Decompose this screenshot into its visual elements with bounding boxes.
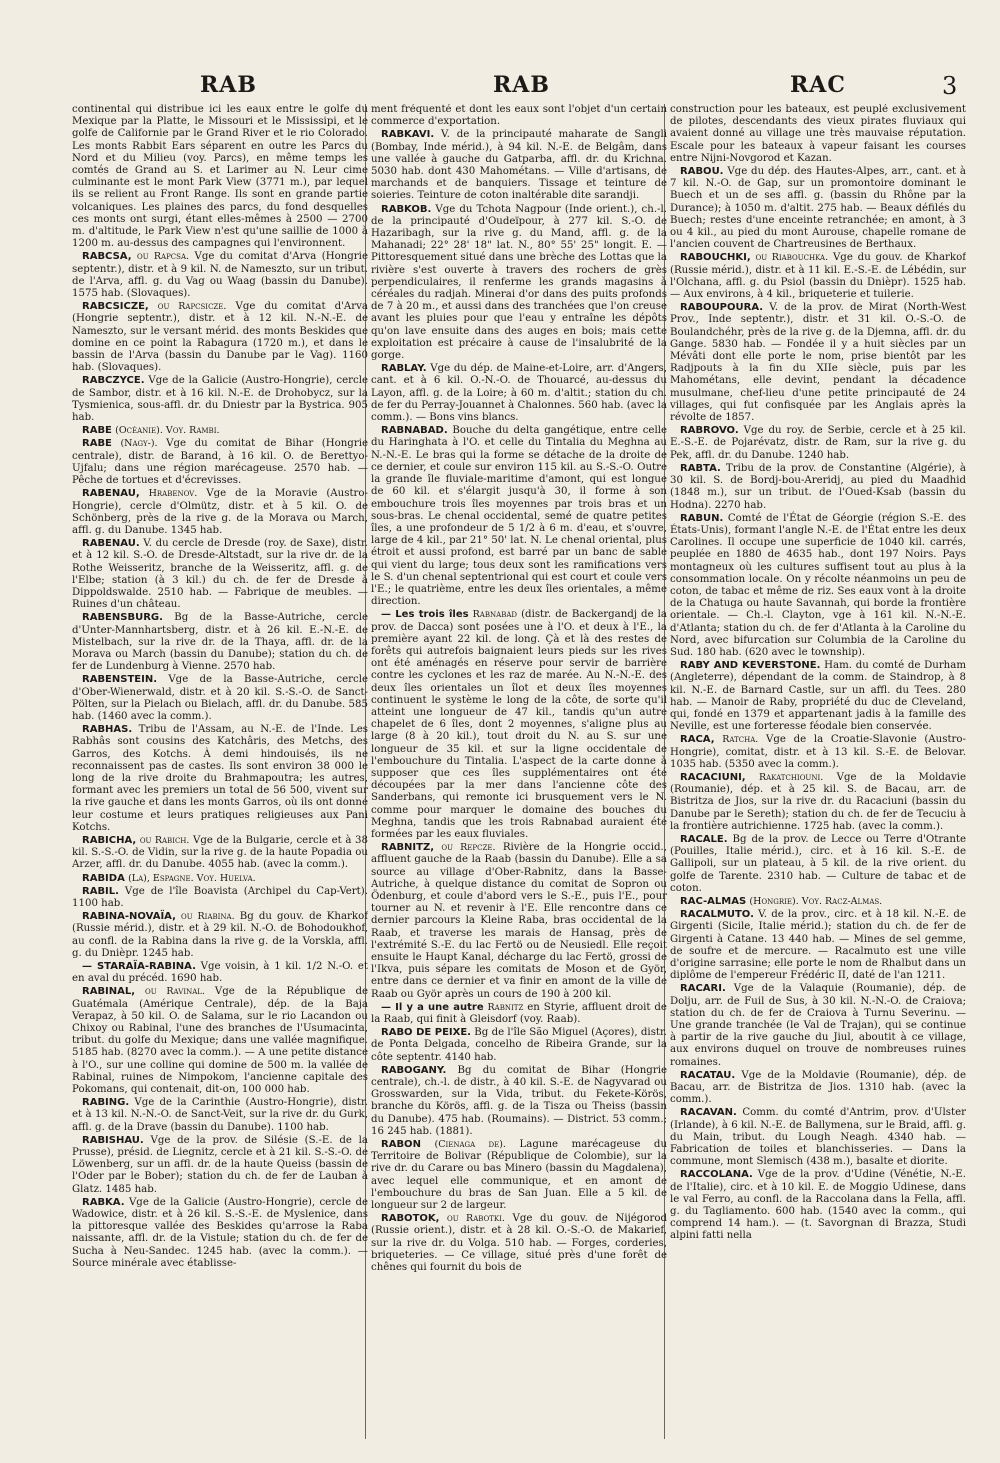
entry-variant: Ratcha.: [722, 734, 759, 746]
entry-variant: Rabnitz: [487, 1001, 524, 1013]
entry-headword: RABON: [381, 1139, 421, 1151]
dictionary-entry: [670, 834, 966, 895]
dictionary-entry: [72, 1135, 368, 1196]
dictionary-entry: [72, 488, 368, 537]
entry-text: Vge du gouv. de Kharkof (Russie mérid.), distr. et à 11 kil. E.-S.-E. de Lébédin, sur l'Olchana, affl. g. du Psiol (bassin du Dnièpr). 1525 hab. — Aux environs, à 4 kil., briqueterie et tuilerie.: [670, 252, 966, 301]
dictionary-entry: [670, 909, 966, 982]
entry-text: Ham. du comté de Durham (Angleterre), dépendant de la comm. de Staindrop, à 8 kil. N.-E. de Barnard Castle, sur un affl. du Tees. 280 hab. — Manoir de Raby, propriété du duc de Cleveland, qui, fondé en 1379 et appartenant jadis à la famille des Neville, est une forteresse féodale bien conservée.: [670, 660, 966, 733]
entry-headword: RABICHA,: [82, 834, 137, 846]
dictionary-entry: [72, 1097, 368, 1134]
text-column-2: [371, 104, 667, 1444]
entry-variant: ou Rabich.: [139, 834, 190, 846]
page-number: 3: [942, 72, 959, 100]
dictionary-entry: [371, 1213, 667, 1274]
entry-headword: RABNABAD.: [381, 425, 448, 437]
entry-headword: RACALMUTO.: [680, 909, 754, 921]
entry-variant: ou Ravinal.: [145, 986, 205, 998]
entry-text: Vge du comitat de Bihar (Hongrie centrale), distr. de Barand, à 16 kil. O. de Berettyo-Ujfalu; dans une région marécageuse. 2570 hab. — Pêche de tortues et d'écrevisses.: [72, 438, 368, 487]
entry-variant: (Océanie). Voy. Rambi.: [115, 425, 220, 437]
entry-headword: RACAVAN.: [680, 1107, 737, 1119]
entry-text: Vge du gouv. de Nijégorod (Russie orient.), distr. et à 28 kil. O.-S.-O. de Makarief, sur la rive dr. du Volga. 510 hab. — Forges, corderies, briqueteries. — Ce village, situé près d'une forêt de chênes qui fournit du bois de: [371, 1213, 667, 1274]
entry-text: Tribu de la prov. de Constantine (Algérie), à 30 kil. S. de Bordj-bou-Areridj, au pied du Maadhid (1848 m.), sur un tribut. de l'Oued-Ksab (bassin du Hodna). 2270 hab.: [670, 462, 966, 511]
entry-headword: RABENAU,: [82, 488, 140, 500]
entry-headword: RABING.: [82, 1097, 130, 1109]
entry-text: Vge de la prov. de Silésie (S.-E. de la Prusse), présid. de Liegnitz, cercle et à 21 kil. S.-S.-O. de Löwenberg, sur un affl. dr. de la haute Queiss (bassin de l'Oder par le Bober); station du ch. de fer de Lauban à Glatz. 1485 hab.: [72, 1134, 368, 1195]
entry-text: Vge de la République de Guatémala (Amérique Centrale), dép. de la Baja Verapaz, à 50 kil. O. de Salama, sur le rio Lacandon ou Chixoy ou Rabinal, l'une des branches de l'Usumacinta, tribut. du golfe du Mexique; dans une vallée magnifique. 5185 hab. (8270 avec la comm.). — A une petite distance à l'O., sur une colline qui domine de 500 m. la vallée de Rabinal, ruines de Nimpokom, l'ancienne capitale des Pokomans, qui contenait, dit-on, 100 000 hab.: [72, 986, 368, 1096]
text-column-1: [72, 104, 368, 1444]
dictionary-entry: [371, 363, 667, 424]
dictionary-entry: [670, 104, 966, 165]
entry-headword: RABOUCHKI,: [680, 252, 751, 264]
entry-text: Vge de l'île Boavista (Archipel du Cap-Vert). 1100 hab.: [72, 885, 368, 909]
entry-text: Vge de la Valaquie (Roumanie), dép. de Dolju, arr. de Fuil de Sus, à 30 kil. N.-N.-O. de Craiova; station du ch. de fer de Craiova à Turnu Severinu. — Une grande tranchée (le Val de Trajan), qui se continue à partir de la rive gauche du Jiul, aboutit à ce village, aux environs duquel on trouve de nombreuses ruines romaines.: [670, 983, 966, 1068]
entry-headword: — STARAÏA-RABINA.: [82, 961, 196, 973]
dictionary-entry: [670, 1070, 966, 1107]
entry-headword: RABE: [82, 425, 112, 437]
entry-text: V. de la prov., circ. et à 18 kil. N.-E. de Girgenti (Sicile, Italie mérid.); station du ch. de fer de Girgenti à Catane. 13 440 hab. — Mines de sel gemme, de soufre et de mercure. — Racalmuto est une ville d'origine sarrasine; elle porte le nom de Rhalbut dans un diplôme de l'empereur Frédéric II, daté de l'an 1211.: [670, 909, 966, 982]
entry-headword: RABLAY.: [381, 363, 427, 375]
dictionary-entry: [670, 1107, 966, 1168]
entry-headword: RABOGANY.: [381, 1064, 447, 1076]
entry-text: Vge de la Bulgarie, cercle et à 38 kil. S.-S.-O. de Vidin, sur la rive g. de la haute Popadia ou Arzer, affl. dr. du Danube. 4055 hab. (avec la comm.).: [72, 834, 368, 871]
dictionary-entry: [72, 674, 368, 723]
entry-variant: ou Rapcsicze.: [157, 301, 227, 313]
entry-text: Vge de la Moldavie (Roumanie), dép. et à 25 kil. S. de Bacau, arr. de Bistritza de Jios, sur la rive dr. du Racaciuni (bassin du Danube par le Sereth); station du ch. de fer de Tecuciu à la frontière autrichienne. 1725 hab. (avec la comm.).: [670, 771, 966, 832]
dictionary-entry: [670, 1169, 966, 1242]
entry-headword: RABENAU.: [82, 538, 140, 550]
entry-variant: ou Rapcsa.: [136, 251, 190, 263]
entry-text: Vge du dép. des Hautes-Alpes, arr., cant. et à 7 kil. N.-O. de Gap, sur un promontoire dominant le Buech et un de ses affl. g. (bassin du Rhône par la Durance); à 1050 m. d'altit. 275 hab. — Beaux défilés du Buech; restes d'une enceinte retranchée; en amont, à 3 ou 4 kil., au pied du mont Aurouse, chapelle romane de l'ancien couvent de Chartreusines de Berthaux.: [670, 166, 966, 251]
dictionary-entry: [72, 835, 368, 872]
entry-variant: ou Rabotki.: [447, 1213, 505, 1225]
entry-headword: RABINAL,: [82, 986, 136, 998]
entry-text: Vge voisin, à 1 kil. 1/2 N.-O. et en aval du précéd. 1690 hab.: [72, 961, 368, 985]
entry-headword: RACATAU.: [680, 1069, 736, 1081]
entry-headword: RABNITZ,: [381, 842, 435, 854]
dictionary-entry: [72, 375, 368, 424]
entry-text: Vge de la Carinthie (Austro-Hongrie), distr. et à 13 kil. N.-N.-O. de Sanct-Veit, sur la rive dr. du Gurk, affl. g. de la Drave (bassin du Danube). 1100 hab.: [72, 1097, 368, 1133]
entry-headword: RABKOB.: [381, 203, 432, 215]
dictionary-entry: [371, 104, 667, 128]
entry-text: Vge du dép. de Maine-et-Loire, arr. d'Angers, cant. et à 6 kil. O.-N.-O. de Thouarcé, au-dessus du Layon, affl. g. de la Loire; à 60 m. d'altit.; station du ch. de fer du Perray-Jouannet à Chalonnes. 560 hab. (avec la comm.). — Bons vins blancs.: [371, 363, 667, 424]
dictionary-entry: [371, 1065, 667, 1138]
entry-variant: Rakatchiouni.: [758, 771, 824, 783]
entry-headword: RABOTOK,: [381, 1213, 440, 1225]
dictionary-entry: [371, 1002, 667, 1026]
entry-text: Rivière de la Hongrie occid., affluent gauche de la Raab (bassin du Danube). Elle a sa source au village d'Ober-Rabnitz, dans la Basse-Autriche, à quelque distance du comitat de Sopron ou Ödenburg, et coule d'abord vers le S.-E., puis l'E., pour tourner au N. et revenir à l'E. Elle rencontre dans ce dernier parcours la Kleine Raba, bras occidental de la Raab, et traverse les marais de Hansag, près de l'extrémité S.-E. du lac Fertö ou de Neusiedl. Elle reçoit ensuite le Haupt Kanal, décharge du lac Fertö, grossi de l'Ikva, puis sépare les comitats de Moson et de Györ, entre dans ce dernier et va finir en amont de la ville de Raab ou Györ après un cours de 190 à 200 kil.: [371, 842, 667, 1000]
running-head-right: RAC: [790, 72, 846, 98]
entry-text: construction pour les bateaux, est peuplé exclusivement de pilotes, descendants des vieux pirates fluviaux qui avaient donné au village une très mauvaise réputation. Escale pour les bateaux à vapeur faisant les courses entre Nijni-Novgorod et Kazan.: [670, 104, 966, 164]
entry-text: Comm. du comté d'Antrim, prov. d'Ulster (Irlande), à 6 kil. N.-E. de Ballymena, sur le Braid, affl. g. du Main, tribut. du Lough Neagh. 4340 hab. — Fabrication de toiles et blanchisseries. — Dans la commune, mont Slemisch (438 m.), basalte et diorite.: [670, 1107, 966, 1168]
entry-text: Vge de la Moravie (Austro-Hongrie), cercle d'Olmütz, distr. et à 5 kil. O. de Schönberg, près de la rive g. de la Morava ou March, affl. g. du Danube. 1345 hab.: [72, 488, 368, 536]
entry-variant: ou Riabouchka.: [755, 252, 829, 264]
entry-headword: RABKAVI.: [381, 129, 435, 141]
entry-text: Vge du comitat d'Arva (Hongrie septentr.), distr. et à 12 kil. N.-N.-E. de Nameszto, sur le versant mérid. des monts Beskides que domine en ce point la Rabagura (1720 m.), et dans le bassin de l'Arva (bassin du Danube par le Vag). 1160 hab. (Slovaques).: [72, 301, 368, 374]
entry-variant: ou Riabina.: [181, 911, 235, 923]
entry-text: Bg de l'île São Miguel (Açores), distr. de Ponta Delgada, concelho de Ribeira Grande, sur la côte septentr. 4140 hab.: [371, 1027, 667, 1063]
running-head-left: RAB: [200, 72, 257, 98]
dictionary-entry: [670, 734, 966, 771]
entry-text: Vge du comitat d'Arva (Hongrie septentr.), distr. et à 9 kil. N. de Nameszto, sur un tribut. de l'Arva, affl. g. du Vag ou Waag (bassin du Danube). 1575 hab. (Slovaques).: [72, 251, 368, 300]
dictionary-entry: [72, 612, 368, 673]
entry-text: Comté de l'État de Géorgie (région S.-E. des États-Unis), formant l'angle N.-E. de l'État entre les deux Carolines. Il occupe une superficie de 1040 kil. carrés, peuplée en 1880 de 4635 hab., dont 197 Noirs. Pays montagneux où les cultures suffisent tout au plus à la consommation locale. On y récolte néanmoins un peu de coton, de tabac et même de riz. Ses eaux vont à la droite de la Chatuga ou haute Savannah, qui borde la frontière orientale. — Ch.-l. Clayton, vge à 161 kil. N.-N.-E. d'Atlanta; station du ch. de fer d'Atlanta à la Caroline du Nord, avec bifurcation sur Columbia de la Caroline du Sud. 180 hab. (620 avec le township).: [670, 512, 966, 658]
entry-text: Vge de la Galicie (Austro-Hongrie), cercle de Wadowice, distr. et à 26 kil. S.-S.-E. de Myslenice, dans la pittoresque vallée des Beskides qu'arrose la Raba naissante, affl. dr. de la Vistule; station du ch. de fer de Sucha à Neu-Sandec. 1245 hab. (avec la comm.). — Source minérale avec établisse-: [72, 1196, 368, 1269]
entry-headword: RABCSICZE,: [82, 301, 149, 313]
entry-headword: RABENSTEIN.: [82, 674, 158, 686]
entry-text: Bg du comitat de Bihar (Hongrie centrale), ch.-l. de distr., à 40 kil. S.-E. de Nagyvarad ou Grosswarden, sur la Vida, tribut. du Fekete-Körös, branche du Körös, affl. g. de la Tisza ou Theiss (bassin du Danube). 475 hab. (Roumains). — District. 53 comm.; 16 245 hab. (1881).: [371, 1064, 667, 1137]
dictionary-entry: [371, 1139, 667, 1212]
entry-headword: RABOUPOURA.: [680, 302, 764, 314]
entry-text: V. de la principauté maharate de Sangli (Bombay, Inde mérid.), à 94 kil. N.-E. de Belgâm, dans une vallée à gauche du Gatparba, affl. dr. du Krichna. 5030 hab. dont 430 Mahométans. — Ville d'artisans, de marchands et de banquiers. Tissage et teinture de soieries. Teinture de coton inaltérable dite sarandji.: [371, 129, 667, 202]
entry-headword: RABINA-NOVAÏA,: [82, 911, 176, 923]
entry-headword: RACCOLANA.: [680, 1169, 753, 1181]
entry-text: Vge de la prov. d'Udine (Vénétie, N.-E. de l'Italie), circ. et à 10 kil. E. de Moggio Udinese, dans le val Ferro, au confl. de la Raccolana dans la Fella, affl. g. du Tagliamento. 600 hab. (1540 avec la comm., qui comprend 14 ham.). — (t. Savorgnan di Brazza, Studi alpini fatti nella: [670, 1169, 966, 1242]
dictionary-entry: [371, 129, 667, 202]
dictionary-entry: [670, 896, 966, 908]
dictionary-entry: [670, 660, 966, 733]
entry-text: Bg de la Basse-Autriche, cercle d'Unter-Mannhartsberg, distr. et à 26 kil. E.-N.-E. de Mistelbach, sur la rive dr. de la Thaya, affl. dr. de la Morava ou March (bassin du Danube); station du ch. de fer de Lundenburg à Vienne. 2570 hab.: [72, 612, 368, 673]
entry-headword: RABO DE PEIXE.: [381, 1027, 471, 1039]
entry-headword: RABENSBURG.: [82, 612, 163, 624]
entry-headword: RABIDA: [82, 872, 125, 884]
entry-text: continental qui distribue ici les eaux entre le golfe du Mexique par la Platte, le Missouri et le Mississipi, et le golfe de Californie par le Grand River et le rio Colorado. Les monts Rabbit Ears séparent en outre les Parcs du Nord et du Milieu (voy. Parcs), en même temps les comtés de Grand au S. et Larimer au N. Leur cime culminante est le mont Park View (3771 m.), par lequel ils se relient au Front Range. Ils sont en grande partie volcaniques. Les plaines des parcs, du fond desquelles ces monts ont surgi, étant elles-mêmes à 2500 — 2700 m. d'altitude, le Park View n'est qu'une saillie de 1000 à 1200 m. au-dessus des campagnes qui l'environnent.: [72, 104, 368, 250]
dictionary-entry: [670, 166, 966, 251]
dictionary-entry: [72, 425, 368, 437]
entry-headword: RABISHAU.: [82, 1134, 144, 1146]
dictionary-entry: [670, 772, 966, 833]
dictionary-entry: [670, 983, 966, 1068]
entry-text: V. de la prov. de Mirat (North-West Prov., Inde septentr.), distr. et 31 kil. O.-S.-O. de Boulandchéhr, près de la rive g. de la Djemna, affl. dr. du Gange. 5830 hab. — Fondée il y a huit siècles par un Mévâti dont elle porte le nom, prise bientôt par les Radjpouts à la fin du XIIe siècle, puis par les Mahométans, elle devint, pendant la décadence musulmane, chef-lieu d'une petite principauté de 24 villages, qui fut confisquée par les Anglais après la révolte de 1857.: [670, 302, 966, 424]
text-column-3: [670, 104, 966, 1444]
entry-headword: RABTA.: [680, 462, 721, 474]
entry-headword: RACACIUNI,: [680, 771, 746, 783]
entry-text: Vge du roy. de Serbie, cercle et à 25 kil. E.-S.-E. de Pojarévatz, distr. de Ram, sur la rive g. du Pek, affl. dr. du Danube. 1240 hab.: [670, 425, 966, 461]
running-head-middle: RAB: [493, 72, 550, 98]
entry-text: Tribu de l'Assam, au N.-E. de l'Inde. Les Rabhâs sont cousins des Katchâris, des Metchs, des Garros, des Kotchs. À demi hindouisés, ils ne reconnaissent pas de castes. Ils sont environ 38 000 le long de la rive droite du Brahmapoutra; les autres, formant avec les premiers un total de 56 500, vivent sur la rive gauche et dans les monts Garros, où ils ont donné leur costume et leurs pratiques religieuses aux Pani Kotchs.: [72, 724, 368, 833]
dictionary-entry: [371, 842, 667, 1001]
entry-headword: — Les trois îles: [381, 609, 469, 621]
dictionary-entry: [670, 425, 966, 462]
dictionary-entry: [670, 302, 966, 424]
dictionary-entry: [72, 1197, 368, 1270]
entry-variant: (La), Espagne. Voy. Huelva.: [128, 872, 256, 884]
entry-headword: RABCZYCE.: [82, 375, 145, 387]
entry-text: Bg de la prov. de Lecce ou Terre d'Otrante (Pouilles, Italie mérid.), circ. et à 16 kil. S.-E. de Gallipoli, sur un plateau, à 5 kil. de la rive orient. du golfe de Tarente. 2310 hab. — Culture de tabac et de coton.: [670, 833, 966, 894]
dictionary-entry: [371, 609, 667, 841]
entry-headword: RABKA.: [82, 1196, 125, 1208]
entry-variant: (Cienaga de).: [434, 1139, 506, 1151]
dictionary-entry: [670, 513, 966, 659]
entry-text: V. du cercle de Dresde (roy. de Saxe), distr. et à 12 kil. S.-O. de Dresde-Altstadt, sur la rive dr. de la Rothe Weisseritz, branche de la Weisseritz, affl. g. de l'Elbe; station (à 3 kil.) du ch. de fer de Dresde à Dippoldswalde. 2510 hab. — Fabrique de meubles. — Ruines d'un château.: [72, 538, 368, 611]
entry-text: Bouche du delta gangétique, entre celle du Haringhata à l'O. et celle du Tintalia du Meghna au N.-N.-E. Le bras qui la forme se détache de la droite de ce dernier, et coule sur environ 115 kil. au S.-S.-O. Outre la grande île fluviale-maritime d'amont, qui est longue de 60 kil. et s'élargit jusqu'à 30, il forme à son embouchure trois îles moyennes par trois bras et un sous-bras. Le chenal occidental, semé de quatre petites îles, a une profondeur de 5 1/2 à 6 m. d'eau, et s'ouvre, large de 4 kil., par 21° 50' lat. N. Le chenal oriental, plus étroit et aussi profond, est barré par un banc de sable qui vient du large; tous deux sont les ramifications vers le S. d'un chenal septentrional qui est court et coule vers l'E.; le quatrième, entre les deux îles orientales, a même direction.: [371, 425, 667, 608]
dictionary-entry: [371, 425, 667, 608]
entry-text: Vge du Tchota Nagpour (Inde orient.), ch.-l. de la principauté d'Oudeïpour, à 277 kil. S.-O. de Hazaribagh, sur la rive g. du Mand, affl. g. de la Mahanadi; 22° 28' 18" lat. N., 80° 55' 25" longit. E. — Pittoresquement situé dans une brèche des Lottas que la rivière s'est ouverte à travers des rochers de grès perpendiculaires, il renferme les grands magasins à céréales du radjah. Minerai d'or dans des puits profonds de 7 à 20 m., et aussi dans des tranchées que l'on creuse avant les pluies pour que l'eau y entraîne les dépôts qu'on lave ensuite dans des auges en bois; mais cette exploitation est précaire à cause de l'insalubrité de la gorge.: [371, 203, 667, 362]
entry-headword: RAC-ALMAS: [680, 896, 747, 907]
dictionary-entry: [371, 1027, 667, 1064]
dictionary-entry: [72, 886, 368, 910]
entry-variant: Rabnabad: [472, 609, 517, 621]
dictionary-entry: [72, 724, 368, 834]
dictionary-entry: [72, 251, 368, 300]
entry-variant: ou Repcze.: [441, 842, 496, 854]
dictionary-entry: [670, 252, 966, 301]
entry-text: Lagune marécageuse du Territoire de Bolivar (République de Colombie), sur la rive dr. du Carare ou bas Minero (bassin du Magdalena), avec lequel elle communique, et en amont de l'embouchure du bras de San Juan. Elle a 5 kil. de longueur sur 2 de largeur.: [371, 1139, 667, 1212]
entry-headword: RABHAS.: [82, 724, 133, 736]
dictionary-entry: [72, 538, 368, 611]
entry-variant: (Nagy-).: [120, 438, 158, 450]
running-head: [0, 66, 1000, 100]
entry-text: Vge de la Moldavie (Roumanie), dép. de Bacau, arr. de Bistritza de Jios. 1310 hab. (avec la comm.).: [670, 1069, 966, 1106]
entry-headword: RABCSA,: [82, 251, 132, 263]
entry-headword: RABROVO.: [680, 425, 739, 437]
entry-headword: RACALE.: [680, 833, 728, 845]
dictionary-entry: [72, 301, 368, 374]
entry-text: Vge de la Basse-Autriche, cercle d'Ober-Wienerwald, distr. et à 20 kil. S.-S.-O. de Sanct-Pölten, sur la Pielach ou Bielach, affl. dr. du Danube. 585 hab. (1460 avec la comm.).: [72, 674, 368, 722]
entry-text: ment fréquenté et dont les eaux sont l'objet d'un certain commerce d'exportation.: [371, 104, 667, 128]
dictionary-entry: [72, 911, 368, 960]
entry-text: Vge de la Croatie-Slavonie (Austro-Hongrie), comitat, distr. et à 13 kil. S.-E. de Belovar. 1035 hab. (5350 avec la comm.).: [670, 734, 966, 770]
entry-variant: (Hongrie). Voy. Racz-Almas.: [749, 896, 883, 907]
dictionary-entry: [670, 463, 966, 512]
dictionary-entry: [371, 204, 667, 363]
entry-headword: RABY AND KEVERSTONE.: [680, 660, 821, 672]
dictionary-entry: [72, 873, 368, 885]
dictionary-entry: [72, 961, 368, 985]
entry-text: Bg du gouv. de Kharkof (Russie mérid.), distr. et à 29 kil. N.-O. de Bohodoukhof, au confl. de la Rabina dans la rive g. de la Vorskla, affl. g. du Dnièpr. 1245 hab.: [72, 911, 368, 959]
dictionary-entry: [72, 104, 368, 250]
entry-variant: Hrabenov.: [148, 488, 198, 500]
entry-headword: RABUN.: [680, 512, 724, 524]
dictionary-entry: [72, 986, 368, 1096]
entry-headword: RACA,: [680, 734, 715, 746]
entry-headword: RACARI.: [680, 983, 726, 995]
entry-headword: RABIL.: [82, 885, 119, 897]
entry-headword: — Il y a une autre: [381, 1001, 484, 1013]
entry-headword: RABE: [82, 438, 112, 450]
entry-headword: RABOU.: [680, 166, 724, 178]
dictionary-entry: [72, 438, 368, 487]
entry-text: en Styrie, affluent droit de la Raab, qui finit à Gleisdorf (voy. Raab).: [371, 1001, 667, 1026]
entry-text: (distr. de Backergandj de la prov. de Dacca) sont posées une à l'O. et deux à l'E., la première ayant 22 kil. de long. Çà et là des restes de forêts qui autrefois baignaient leurs pieds sur les rives ont été aménagés en réserve pour servir de barrière contre les cyclones et les raz de marée. Au N.-N.-E. des deux îles orientales un îlot et deux îles moyennes continuent le système le long de la côte, de sorte qu'il atteint une longueur de 47 kil., tandis qu'un autre chapelet de 6 îles, dont 2 moyennes, s'aligne plus au large (8 à 20 kil.), tout droit du N. au S. sur une longueur de 35 kil. et sur la ligne occidentale de l'embouchure du Tintalia. L'aspect de la carte donne à supposer que ces îles supplémentaires ont été découpées par la mer dans l'ancienne côte des Sanderbans, qui remonte ici brusquement vers le N. comme pour marquer le domaine des bouches du Meghna, tandis que les trois Rabnabad auraient été formées par les eaux fluviales.: [371, 609, 667, 840]
entry-text: Vge de la Galicie (Austro-Hongrie), cercle de Sambor, distr. et à 16 kil. N.-E. de Drohobycz, sur la Tysmienica, sous-affl. dr. du Dniestr par la Bystrica. 905 hab.: [72, 375, 368, 424]
